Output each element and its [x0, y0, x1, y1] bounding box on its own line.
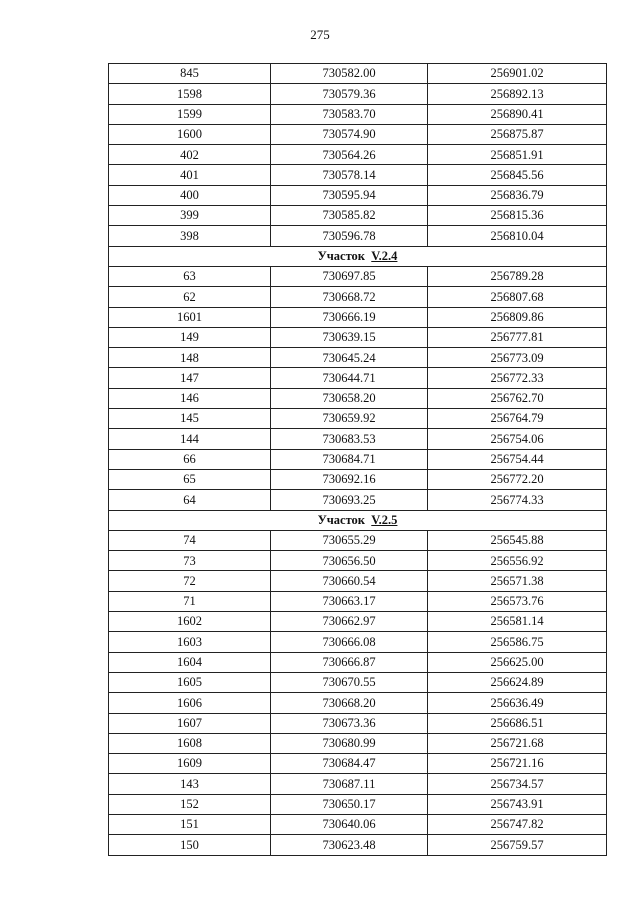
- x-coordinate-cell: 730596.78: [271, 226, 428, 246]
- table-row: [109, 490, 607, 510]
- y-coordinate-cell: 256773.09: [428, 348, 607, 368]
- y-coordinate-cell: 256890.41: [428, 104, 607, 124]
- coordinates-table: [108, 63, 607, 856]
- point-number-cell: 152: [109, 794, 271, 814]
- x-coordinate-cell: 730680.99: [271, 733, 428, 753]
- table-row: [109, 612, 607, 632]
- table-row: [109, 84, 607, 104]
- x-coordinate-cell: 730583.70: [271, 104, 428, 124]
- y-coordinate-cell: 256851.91: [428, 145, 607, 165]
- table-row: [109, 104, 607, 124]
- point-number-cell: 148: [109, 348, 271, 368]
- point-number-cell: 63: [109, 266, 271, 286]
- table-row: [109, 530, 607, 550]
- point-number-cell: 62: [109, 287, 271, 307]
- y-coordinate-cell: 256892.13: [428, 84, 607, 104]
- x-coordinate-cell: 730668.72: [271, 287, 428, 307]
- table-row: [109, 287, 607, 307]
- y-coordinate-cell: 256789.28: [428, 266, 607, 286]
- y-coordinate-cell: 256809.86: [428, 307, 607, 327]
- x-coordinate-cell: 730650.17: [271, 794, 428, 814]
- point-number-cell: 147: [109, 368, 271, 388]
- x-coordinate-cell: 730582.00: [271, 64, 428, 84]
- point-number-cell: 1609: [109, 754, 271, 774]
- x-coordinate-cell: 730579.36: [271, 84, 428, 104]
- x-coordinate-cell: 730662.97: [271, 612, 428, 632]
- table-row: [109, 449, 607, 469]
- point-number-cell: 1608: [109, 733, 271, 753]
- point-number-cell: 73: [109, 551, 271, 571]
- y-coordinate-cell: 256810.04: [428, 226, 607, 246]
- point-number-cell: 146: [109, 388, 271, 408]
- table-row: [109, 551, 607, 571]
- x-coordinate-cell: 730640.06: [271, 814, 428, 834]
- table-row: [109, 814, 607, 834]
- y-coordinate-cell: 256754.06: [428, 429, 607, 449]
- y-coordinate-cell: 256772.33: [428, 368, 607, 388]
- x-coordinate-cell: 730692.16: [271, 469, 428, 489]
- point-number-cell: 64: [109, 490, 271, 510]
- y-coordinate-cell: 256743.91: [428, 794, 607, 814]
- table-row: [109, 388, 607, 408]
- y-coordinate-cell: 256777.81: [428, 327, 607, 347]
- y-coordinate-cell: 256545.88: [428, 530, 607, 550]
- point-number-cell: 1605: [109, 672, 271, 692]
- x-coordinate-cell: 730623.48: [271, 835, 428, 855]
- table-row: [109, 733, 607, 753]
- point-number-cell: 151: [109, 814, 271, 834]
- x-coordinate-cell: 730658.20: [271, 388, 428, 408]
- table-row: [109, 632, 607, 652]
- point-number-cell: 1602: [109, 612, 271, 632]
- y-coordinate-cell: 256815.36: [428, 206, 607, 226]
- section-heading-row: [109, 510, 607, 530]
- y-coordinate-cell: 256734.57: [428, 774, 607, 794]
- table-row: [109, 348, 607, 368]
- x-coordinate-cell: 730585.82: [271, 206, 428, 226]
- y-coordinate-cell: 256636.49: [428, 693, 607, 713]
- table-row: [109, 672, 607, 692]
- x-coordinate-cell: 730666.19: [271, 307, 428, 327]
- point-number-cell: 1604: [109, 652, 271, 672]
- section-heading: [109, 246, 607, 266]
- y-coordinate-cell: 256556.92: [428, 551, 607, 571]
- coordinates-table-body: [109, 64, 607, 856]
- point-number-cell: 66: [109, 449, 271, 469]
- y-coordinate-cell: 256625.00: [428, 652, 607, 672]
- y-coordinate-cell: 256686.51: [428, 713, 607, 733]
- y-coordinate-cell: 256836.79: [428, 185, 607, 205]
- x-coordinate-cell: 730666.08: [271, 632, 428, 652]
- table-row: [109, 226, 607, 246]
- table-row: [109, 713, 607, 733]
- point-number-cell: 72: [109, 571, 271, 591]
- table-row: [109, 591, 607, 611]
- table-row: [109, 266, 607, 286]
- table-row: [109, 571, 607, 591]
- x-coordinate-cell: 730697.85: [271, 266, 428, 286]
- point-number-cell: 1599: [109, 104, 271, 124]
- table-row: [109, 165, 607, 185]
- y-coordinate-cell: 256764.79: [428, 409, 607, 429]
- point-number-cell: 150: [109, 835, 271, 855]
- table-row: [109, 124, 607, 144]
- y-coordinate-cell: 256573.76: [428, 591, 607, 611]
- table-row: [109, 307, 607, 327]
- point-number-cell: 74: [109, 530, 271, 550]
- x-coordinate-cell: 730574.90: [271, 124, 428, 144]
- section-heading-row: [109, 246, 607, 266]
- point-number-cell: 143: [109, 774, 271, 794]
- table-row: [109, 774, 607, 794]
- x-coordinate-cell: 730578.14: [271, 165, 428, 185]
- y-coordinate-cell: 256759.57: [428, 835, 607, 855]
- y-coordinate-cell: 256875.87: [428, 124, 607, 144]
- table-row: [109, 185, 607, 205]
- y-coordinate-cell: 256581.14: [428, 612, 607, 632]
- y-coordinate-cell: 256901.02: [428, 64, 607, 84]
- table-row: [109, 693, 607, 713]
- point-number-cell: 1600: [109, 124, 271, 144]
- x-coordinate-cell: 730670.55: [271, 672, 428, 692]
- x-coordinate-cell: 730684.47: [271, 754, 428, 774]
- point-number-cell: 401: [109, 165, 271, 185]
- section-code: V.2.4: [371, 249, 398, 264]
- y-coordinate-cell: 256774.33: [428, 490, 607, 510]
- x-coordinate-cell: 730687.11: [271, 774, 428, 794]
- point-number-cell: 71: [109, 591, 271, 611]
- section-label: Участок: [317, 512, 366, 527]
- x-coordinate-cell: 730663.17: [271, 591, 428, 611]
- y-coordinate-cell: 256747.82: [428, 814, 607, 834]
- y-coordinate-cell: 256721.16: [428, 754, 607, 774]
- point-number-cell: 145: [109, 409, 271, 429]
- table-row: [109, 469, 607, 489]
- x-coordinate-cell: 730655.29: [271, 530, 428, 550]
- y-coordinate-cell: 256754.44: [428, 449, 607, 469]
- table-row: [109, 409, 607, 429]
- y-coordinate-cell: 256624.89: [428, 672, 607, 692]
- x-coordinate-cell: 730564.26: [271, 145, 428, 165]
- point-number-cell: 1603: [109, 632, 271, 652]
- table-row: [109, 145, 607, 165]
- y-coordinate-cell: 256845.56: [428, 165, 607, 185]
- x-coordinate-cell: 730666.87: [271, 652, 428, 672]
- x-coordinate-cell: 730684.71: [271, 449, 428, 469]
- table-row: [109, 794, 607, 814]
- section-code: V.2.5: [371, 512, 398, 527]
- table-row: [109, 206, 607, 226]
- point-number-cell: 399: [109, 206, 271, 226]
- table-row: [109, 368, 607, 388]
- x-coordinate-cell: 730659.92: [271, 409, 428, 429]
- x-coordinate-cell: 730644.71: [271, 368, 428, 388]
- point-number-cell: 65: [109, 469, 271, 489]
- y-coordinate-cell: 256807.68: [428, 287, 607, 307]
- x-coordinate-cell: 730673.36: [271, 713, 428, 733]
- page-number: 275: [310, 27, 330, 42]
- y-coordinate-cell: 256772.20: [428, 469, 607, 489]
- y-coordinate-cell: 256762.70: [428, 388, 607, 408]
- section-heading: [109, 510, 607, 530]
- x-coordinate-cell: 730656.50: [271, 551, 428, 571]
- point-number-cell: 402: [109, 145, 271, 165]
- x-coordinate-cell: 730668.20: [271, 693, 428, 713]
- section-label: Участок: [317, 249, 366, 264]
- point-number-cell: 1598: [109, 84, 271, 104]
- point-number-cell: 1606: [109, 693, 271, 713]
- point-number-cell: 400: [109, 185, 271, 205]
- x-coordinate-cell: 730693.25: [271, 490, 428, 510]
- x-coordinate-cell: 730683.53: [271, 429, 428, 449]
- x-coordinate-cell: 730645.24: [271, 348, 428, 368]
- point-number-cell: 1607: [109, 713, 271, 733]
- y-coordinate-cell: 256571.38: [428, 571, 607, 591]
- y-coordinate-cell: 256721.68: [428, 733, 607, 753]
- y-coordinate-cell: 256586.75: [428, 632, 607, 652]
- point-number-cell: 144: [109, 429, 271, 449]
- x-coordinate-cell: 730595.94: [271, 185, 428, 205]
- table-row: [109, 754, 607, 774]
- x-coordinate-cell: 730639.15: [271, 327, 428, 347]
- table-row: [109, 429, 607, 449]
- table-row: [109, 327, 607, 347]
- point-number-cell: 845: [109, 64, 271, 84]
- table-row: [109, 64, 607, 84]
- point-number-cell: 398: [109, 226, 271, 246]
- point-number-cell: 149: [109, 327, 271, 347]
- x-coordinate-cell: 730660.54: [271, 571, 428, 591]
- table-row: [109, 652, 607, 672]
- point-number-cell: 1601: [109, 307, 271, 327]
- table-row: [109, 835, 607, 855]
